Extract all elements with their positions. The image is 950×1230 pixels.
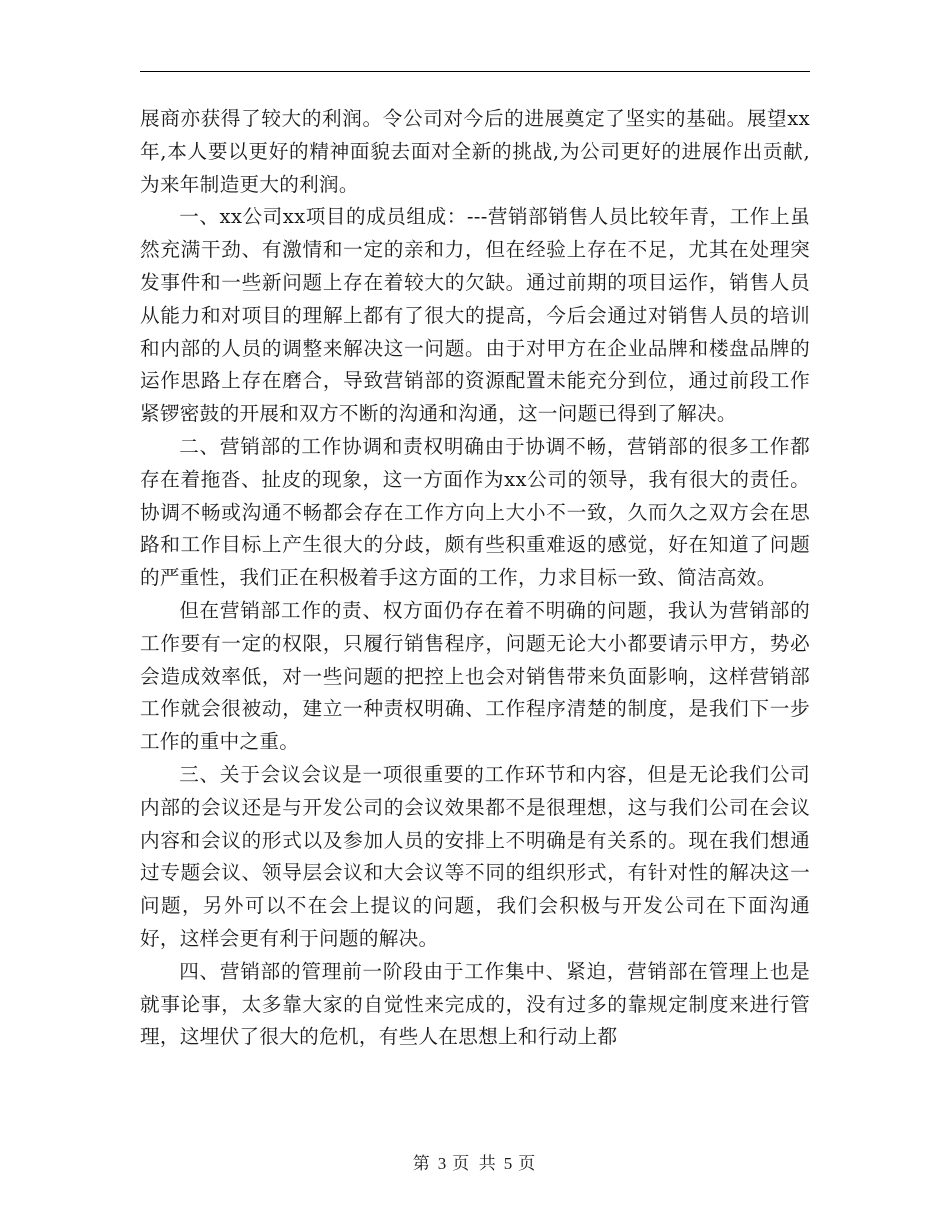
header-rule (140, 71, 810, 72)
paragraph-3: 二、营销部的工作协调和责权明确由于协调不畅，营销部的很多工作都存在着拖沓、扯皮的现象，这一方面作为xx公司的领导，我有很大的责任。协调不畅或沟通不畅都会存在工作方向上大小不一致，久而久之双方会在思路和工作目标上产生很大的分歧，颇有些积重难返的感觉，好在知道了问题的严重性，我们正在积极着手这方面的工作，力求目标一致、简洁高效。 (140, 434, 810, 590)
paragraph-2: 一、xx公司xx项目的成员组成：---营销部销售人员比较年青，工作上虽然充满干劲、有激情和一定的亲和力，但在经验上存在不足，尤其在处理突发事件和一些新问题上存在着较大的欠缺。通过前期的项目运作，销售人员从能力和对项目的理解上都有了很大的提高，今后会通过对销售人员的培训和内部的人员的调整来解决这一问题。由于对甲方在企业品牌和楼盘品牌的运作思路上存在磨合，导致营销部的资源配置未能充分到位，通过前段工作紧锣密鼓的开展和双方不断的沟通和沟通，这一问题已得到了解决。 (140, 205, 810, 426)
paragraph-6: 四、营销部的管理前一阶段由于工作集中、紧迫，营销部在管理上也是就事论事，太多靠大家的自觉性来完成的，没有过多的靠规定制度来进行管理，这埋伏了很大的危机，有些人在思想上和行动上都 (140, 959, 810, 1049)
paragraph-5: 三、关于会议会议是一项很重要的工作环节和内容，但是无论我们公司内部的会议还是与开发公司的会议效果都不是很理想，这与我们公司在会议内容和会议的形式以及参加人员的安排上不明确是有关系的。现在我们想通过专题会议、领导层会议和大会议等不同的组织形式，有针对性的解决这一问题，另外可以不在会上提议的问题，我们会积极与开发公司在下面沟通好，这样会更有利于问题的解决。 (140, 762, 810, 950)
footer-middle: 页 共 (452, 1154, 498, 1174)
current-page-number: 3 (437, 1154, 447, 1173)
document-body (140, 103, 810, 1054)
total-pages-number: 5 (503, 1154, 513, 1173)
page-footer (0, 1152, 950, 1176)
footer-suffix: 页 (518, 1154, 538, 1174)
paragraph-1: 展商亦获得了较大的利润。令公司对今后的进展奠定了坚实的基础。展望xx年,本人要以更好的精神面貌去面对全新的挑战,为公司更好的进展作出贡献,为来年制造更大的利润。 (140, 107, 810, 196)
paragraph-4: 但在营销部工作的责、权方面仍存在着不明确的问题，我认为营销部的工作要有一定的权限，只履行销售程序，问题无论大小都要请示甲方，势必会造成效率低，对一些问题的把控上也会对销售带来负面影响，这样营销部工作就会很被动，建立一种责权明确、工作程序清楚的制度，是我们下一步工作的重中之重。 (140, 598, 810, 754)
footer-prefix: 第 (412, 1154, 432, 1174)
